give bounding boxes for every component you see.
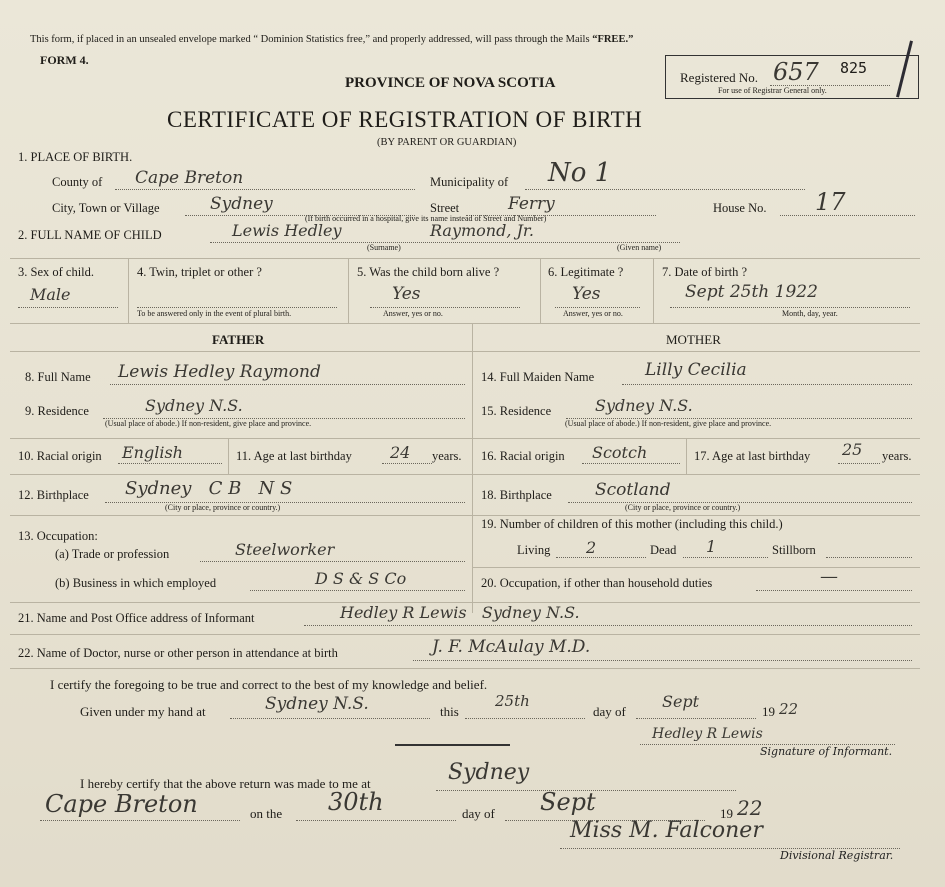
registrar-year-prefix: 19 xyxy=(720,806,733,821)
registered-no-hand: 657 xyxy=(773,58,819,86)
this-label: this xyxy=(440,704,459,719)
dead-value: 1 xyxy=(706,537,717,556)
father-racial-label: 10. Racial origin xyxy=(18,449,102,463)
registered-no-label: Registered No. xyxy=(680,70,758,85)
father-occupation-label: 13. Occupation: xyxy=(18,529,98,543)
twin-label: 4. Twin, triplet or other ? xyxy=(137,265,262,279)
father-residence-note: (Usual place of abode.) If non-resident, give place and province. xyxy=(105,419,312,428)
mother-residence-label: 15. Residence xyxy=(481,404,552,418)
mother-residence-value: Sydney N.S. xyxy=(595,396,693,415)
mother-children-label: 19. Number of children of this mother (including this child.) xyxy=(481,517,783,531)
mother-occupation-value: — xyxy=(820,566,838,587)
father-trade-value: Steelworker xyxy=(235,540,335,559)
informant-signature-label: Signature of Informant. xyxy=(760,745,893,758)
informant-signature: Hedley R Lewis xyxy=(652,726,763,742)
child-given: Raymond, Jr. xyxy=(430,221,534,240)
alive-note: Answer, yes or no. xyxy=(383,309,443,318)
registrar-statement: I hereby certify that the above return was made to me at xyxy=(80,776,371,791)
page-title: CERTIFICATE OF REGISTRATION OF BIRTH xyxy=(167,107,643,132)
certify-year: 22 xyxy=(779,700,799,718)
certify-statement: I certify the foregoing to be true and correct to the best of my knowledge and belief. xyxy=(50,677,488,692)
form-number: FORM 4. xyxy=(40,53,89,67)
alive-value: Yes xyxy=(392,284,421,304)
dead-label: Dead xyxy=(650,543,677,557)
mother-birthplace-note: (City or place, province or country.) xyxy=(625,503,741,512)
province-heading: PROVINCE OF NOVA SCOTIA xyxy=(345,75,556,91)
father-racial-value: English xyxy=(122,443,183,462)
father-birthplace-label: 12. Birthplace xyxy=(18,488,89,502)
mother-age-label: 17. Age at last birthday xyxy=(694,449,811,463)
mother-age-value: 25 xyxy=(842,440,863,459)
certify-place: Sydney N.S. xyxy=(265,694,369,714)
father-residence-value: Sydney N.S. xyxy=(145,396,243,415)
municipality-label: Municipality of xyxy=(430,175,509,189)
mother-residence-note: (Usual place of abode.) If non-resident, give place and province. xyxy=(565,419,772,428)
city-label: City, Town or Village xyxy=(52,201,160,215)
twin-note: To be answered only in the event of plural birth. xyxy=(137,309,292,318)
sex-label: 3. Sex of child. xyxy=(18,265,95,279)
registrar-year: 22 xyxy=(737,796,763,820)
on-the-label: on the xyxy=(250,806,283,821)
child-surname: Lewis Hedley xyxy=(232,221,342,240)
father-name-value: Lewis Hedley Raymond xyxy=(118,362,321,382)
section-divider xyxy=(395,744,510,746)
registrar-month: Sept xyxy=(540,788,596,816)
county-value: Cape Breton xyxy=(135,168,244,188)
informant-label: 21. Name and Post Office address of Informant xyxy=(18,611,255,625)
street-label: Street xyxy=(430,201,460,215)
mail-notice-free: “FREE.” xyxy=(592,34,634,45)
father-age-label: 11. Age at last birthday xyxy=(236,449,352,463)
informant-value: Hedley R Lewis Sydney N.S. xyxy=(340,603,580,622)
father-age-value: 24 xyxy=(390,443,411,462)
street-value: Ferry xyxy=(508,194,555,214)
father-name-label: 8. Full Name xyxy=(25,370,91,384)
stillborn-label: Stillborn xyxy=(772,543,816,557)
registrar-county: Cape Breton xyxy=(45,790,198,818)
dob-note: Month, day, year. xyxy=(782,309,838,318)
doctor-value: J. F. McAulay M.D. xyxy=(432,637,591,657)
mother-birthplace-label: 18. Birthplace xyxy=(481,488,552,502)
day-of-label: day of xyxy=(593,704,626,719)
mother-heading: MOTHER xyxy=(666,332,721,347)
given-label: Given under my hand at xyxy=(80,704,206,719)
certify-month: Sept xyxy=(662,692,700,711)
mother-racial-value: Scotch xyxy=(592,443,648,462)
living-value: 2 xyxy=(586,538,597,557)
father-business-value: D S & S Co xyxy=(315,569,407,588)
doctor-label: 22. Name of Doctor, nurse or other person in attendance at birth xyxy=(18,646,338,660)
registrar-general-note: For use of Registrar General only. xyxy=(718,86,827,95)
mother-name-value: Lilly Cecilia xyxy=(645,360,747,380)
registered-no-stamp: 825 xyxy=(840,59,868,77)
father-heading: FATHER xyxy=(212,332,265,347)
house-value: 17 xyxy=(815,188,846,216)
father-birthplace-value: Sydney C B N S xyxy=(125,478,293,499)
registrar-day-of-label: day of xyxy=(462,806,495,821)
dob-value: Sept 25th 1922 xyxy=(685,282,818,302)
registrar-signature-label: Divisional Registrar. xyxy=(780,849,894,862)
page-subtitle: (BY PARENT OR GUARDIAN) xyxy=(377,137,517,148)
father-residence-label: 9. Residence xyxy=(25,404,89,418)
house-label: House No. xyxy=(713,201,767,215)
municipality-value: No 1 xyxy=(548,158,612,188)
registrar-day: 30th xyxy=(328,788,384,816)
city-value: Sydney xyxy=(210,194,273,214)
mother-name-label: 14. Full Maiden Name xyxy=(481,370,595,384)
surname-caption: (Surname) xyxy=(367,243,401,252)
mail-notice-text: This form, if placed in an unsealed envelope marked “ Dominion Statistics free,” and properly addressed, will pass through the Mails xyxy=(30,34,593,45)
child-name-label: 2. FULL NAME OF CHILD xyxy=(18,228,162,242)
living-label: Living xyxy=(517,543,551,557)
registrar-signature: Miss M. Falconer xyxy=(570,818,763,843)
certify-day: 25th xyxy=(495,692,530,710)
dob-label: 7. Date of birth ? xyxy=(662,265,748,279)
sex-value: Male xyxy=(30,285,71,304)
legitimate-note: Answer, yes or no. xyxy=(563,309,623,318)
registrar-place: Sydney xyxy=(448,760,530,785)
legitimate-value: Yes xyxy=(572,284,601,304)
father-birthplace-note: (City or place, province or country.) xyxy=(165,503,281,512)
street-note: (If birth occurred in a hospital, give its name instead of Street and Number) xyxy=(305,214,547,223)
certify-year-prefix: 19 xyxy=(762,704,775,719)
legitimate-label: 6. Legitimate ? xyxy=(548,265,624,279)
mother-racial-label: 16. Racial origin xyxy=(481,449,565,463)
father-business-label: (b) Business in which employed xyxy=(55,576,217,590)
county-label: County of xyxy=(52,175,103,189)
place-of-birth-label: 1. PLACE OF BIRTH. xyxy=(18,150,133,164)
mail-notice xyxy=(30,34,633,45)
given-caption: (Given name) xyxy=(617,243,662,252)
alive-label: 5. Was the child born alive ? xyxy=(357,265,500,279)
mother-birthplace-value: Scotland xyxy=(595,480,671,500)
mother-occupation-label: 20. Occupation, if other than household duties xyxy=(481,576,713,590)
mother-age-unit: years. xyxy=(882,449,912,463)
father-trade-label: (a) Trade or profession xyxy=(55,547,170,561)
father-age-unit: years. xyxy=(432,449,462,463)
